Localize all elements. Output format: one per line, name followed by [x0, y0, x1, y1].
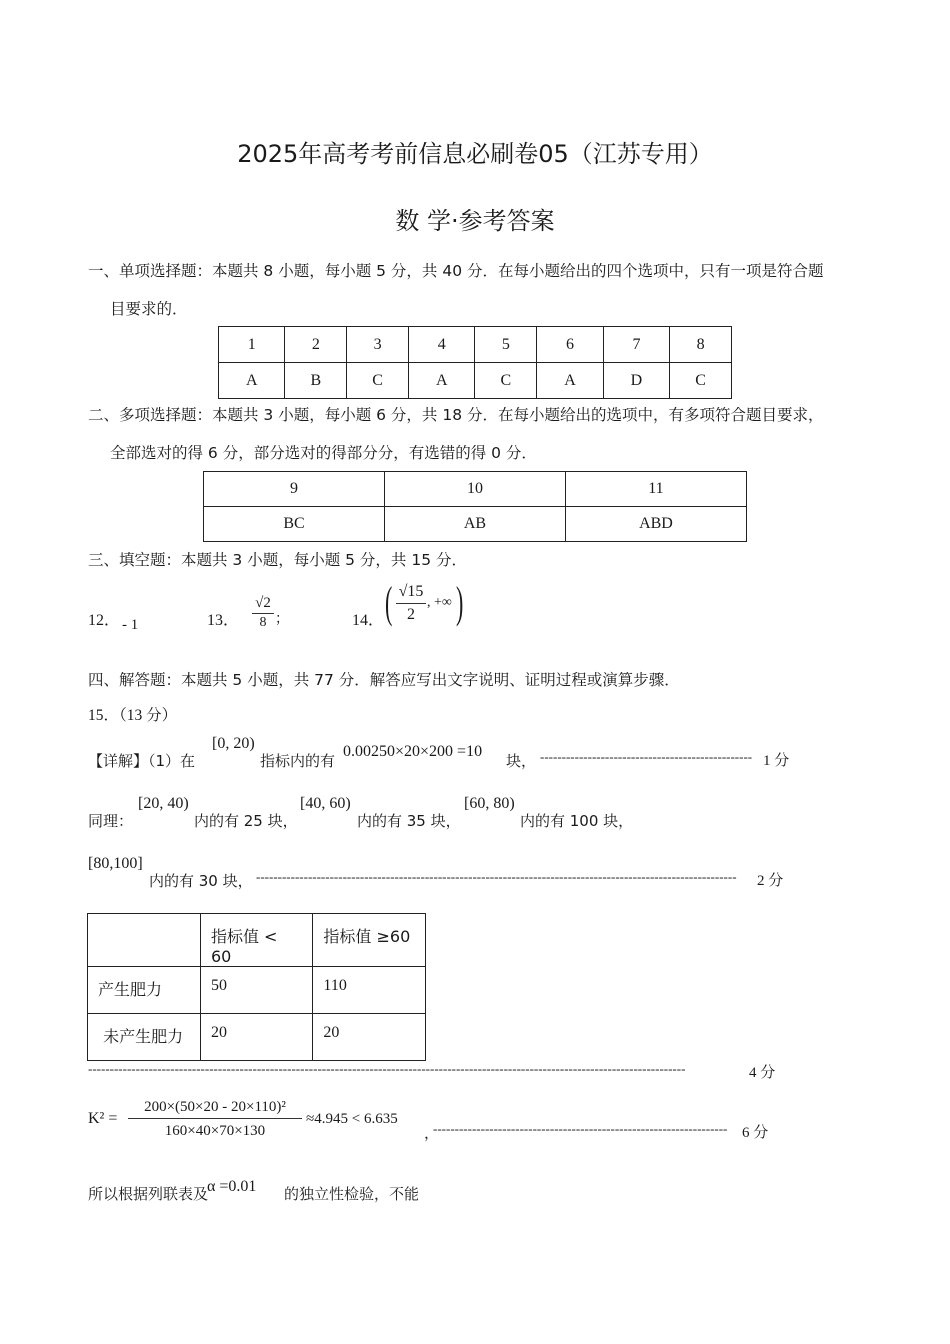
single-choice-answer-table [218, 326, 732, 399]
q14-tail: , +∞ [427, 595, 452, 610]
table-cell-answer: C [670, 363, 732, 399]
q15-line3-dashes: --------------------------------------------------------------------------------------------------------------- [256, 869, 737, 884]
table-cell-answer: ABD [565, 507, 746, 542]
q15-line1-dashes: ------------------------------------------------- [540, 749, 753, 764]
table-cell-question: 1 [219, 327, 285, 363]
ct-cell: 50 [200, 967, 312, 1014]
ct-header-empty [88, 914, 201, 967]
table-cell-question: 7 [603, 327, 669, 363]
table-cell-answer: BC [204, 507, 385, 542]
section2-heading-cont: 全部选对的得 6 分，部分选对的得部分分，有选错的得 0 分． [110, 444, 537, 462]
q15-line4-score: 4 分 [749, 1065, 776, 1081]
k2-denominator: 160×40×70×130 [164, 1123, 266, 1139]
conclusion-suffix: 的独立性检验，不能 [284, 1185, 420, 1203]
q15-line2-interval-1: [20, 40) [138, 795, 189, 812]
q15-line2-interval-3: [60, 80) [464, 795, 515, 812]
q14-close-paren: ) [456, 578, 464, 627]
table-cell-answer: A [537, 363, 603, 399]
q13-numerator: √2 [252, 593, 274, 614]
multi-choice-answer-table [203, 471, 747, 542]
ct-cell: 110 [313, 967, 426, 1014]
q15-line1-expr: 0.00250×20×200 =10 [343, 743, 483, 760]
section1-heading: 一、单项选择题：本题共 8 小题，每小题 5 分，共 40 分．在每小题给出的四个选项中，只有一项是符合题 [88, 262, 824, 280]
table-cell-question: 2 [285, 327, 347, 363]
q13-denominator: 8 [259, 615, 267, 630]
table-cell-question: 11 [565, 472, 746, 507]
ct-header-ge60: 指标值 ≥60 [313, 914, 426, 967]
k2-rhs: ≈4.945 < 6.635 [306, 1111, 398, 1127]
q15-line2-prefix: 同理： [88, 812, 134, 830]
ct-row-label: 未产生肥力 [88, 1014, 201, 1061]
table-cell-answer: AB [384, 507, 565, 542]
q15-line1-prefix: 【详解】（1）在 [88, 752, 196, 770]
q15-label: 15．（13 分） [88, 707, 178, 724]
section2-heading: 二、多项选择题：本题共 3 小题，每小题 6 分，共 18 分．在每小题给出的选项中，有多项符合题目要求， [88, 406, 824, 424]
table-cell-answer: C [475, 363, 537, 399]
document-title: 2025年高考考前信息必刷卷05（江苏专用） [237, 140, 713, 168]
q15-line1-score: 1 分 [763, 753, 790, 769]
section4-heading: 四、解答题：本题共 5 小题，共 77 分．解答应写出文字说明、证明过程或演算步骤． [88, 671, 680, 689]
q15-line2-text-2: 内的有 35 块， [357, 812, 461, 830]
document-subtitle: 数 学·参考答案 [395, 207, 555, 235]
contingency-table [87, 913, 426, 1061]
ct-cell: 20 [313, 1014, 426, 1061]
ct-cell: 20 [200, 1014, 312, 1061]
table-cell-answer: A [219, 363, 285, 399]
section1-heading-cont: 目要求的． [110, 300, 188, 318]
q13-answer [252, 593, 274, 632]
q15-line2-text-1: 内的有 25 块， [194, 812, 298, 830]
table-cell-answer: A [409, 363, 475, 399]
q15-line1-mid: 指标内的有 [260, 752, 336, 770]
q14-numerator: √15 [396, 581, 426, 604]
q15-line4-dashes: ------------------------------------------------------------------------------------------------------------------------------------------ [88, 1061, 686, 1076]
table-cell-question: 8 [670, 327, 732, 363]
q15-line3-text: 内的有 30 块， [149, 872, 253, 890]
table-cell-question: 10 [384, 472, 565, 507]
q15-line3-interval: [80,100] [88, 855, 143, 872]
table-cell-question: 6 [537, 327, 603, 363]
q14-label: 14． [352, 612, 385, 629]
section3-heading: 三、填空题：本题共 3 小题，每小题 5 分，共 15 分． [88, 551, 468, 569]
table-cell-answer: C [347, 363, 409, 399]
k2-fraction [128, 1096, 302, 1143]
q15-line1-suffix: 块， [506, 752, 537, 770]
ct-header-lt60: 指标值 < 60 [200, 914, 312, 967]
table-cell-answer: B [285, 363, 347, 399]
k2-comma: ， [424, 1126, 440, 1142]
k2-dashes: -------------------------------------------------------------------- [433, 1121, 728, 1136]
k2-numerator: 200×(50×20 - 20×110)² [128, 1096, 302, 1119]
q14-denominator: 2 [407, 606, 415, 623]
q13-suffix: ； [275, 612, 289, 627]
q13-label: 13． [207, 612, 240, 629]
k2-lhs: K² = [88, 1110, 118, 1127]
table-cell-question: 4 [409, 327, 475, 363]
k2-score: 6 分 [742, 1125, 769, 1141]
q14-open-paren: ( [385, 578, 393, 627]
q15-line1-interval: [0, 20) [212, 735, 255, 752]
q15-line3-score: 2 分 [757, 873, 784, 889]
ct-row-label: 产生肥力 [88, 967, 201, 1014]
q14-fraction [396, 581, 426, 626]
conclusion-prefix: 所以根据列联表及 [88, 1185, 209, 1203]
table-cell-question: 3 [347, 327, 409, 363]
table-cell-question: 5 [475, 327, 537, 363]
conclusion-alpha: α =0.01 [207, 1178, 257, 1195]
table-cell-question: 9 [204, 472, 385, 507]
q12-label: 12． [88, 612, 121, 629]
q12-answer: - 1 [122, 617, 139, 633]
q15-line2-interval-2: [40, 60) [300, 795, 351, 812]
q15-line2-text-3: 内的有 100 块， [520, 812, 634, 830]
table-cell-answer: D [603, 363, 669, 399]
